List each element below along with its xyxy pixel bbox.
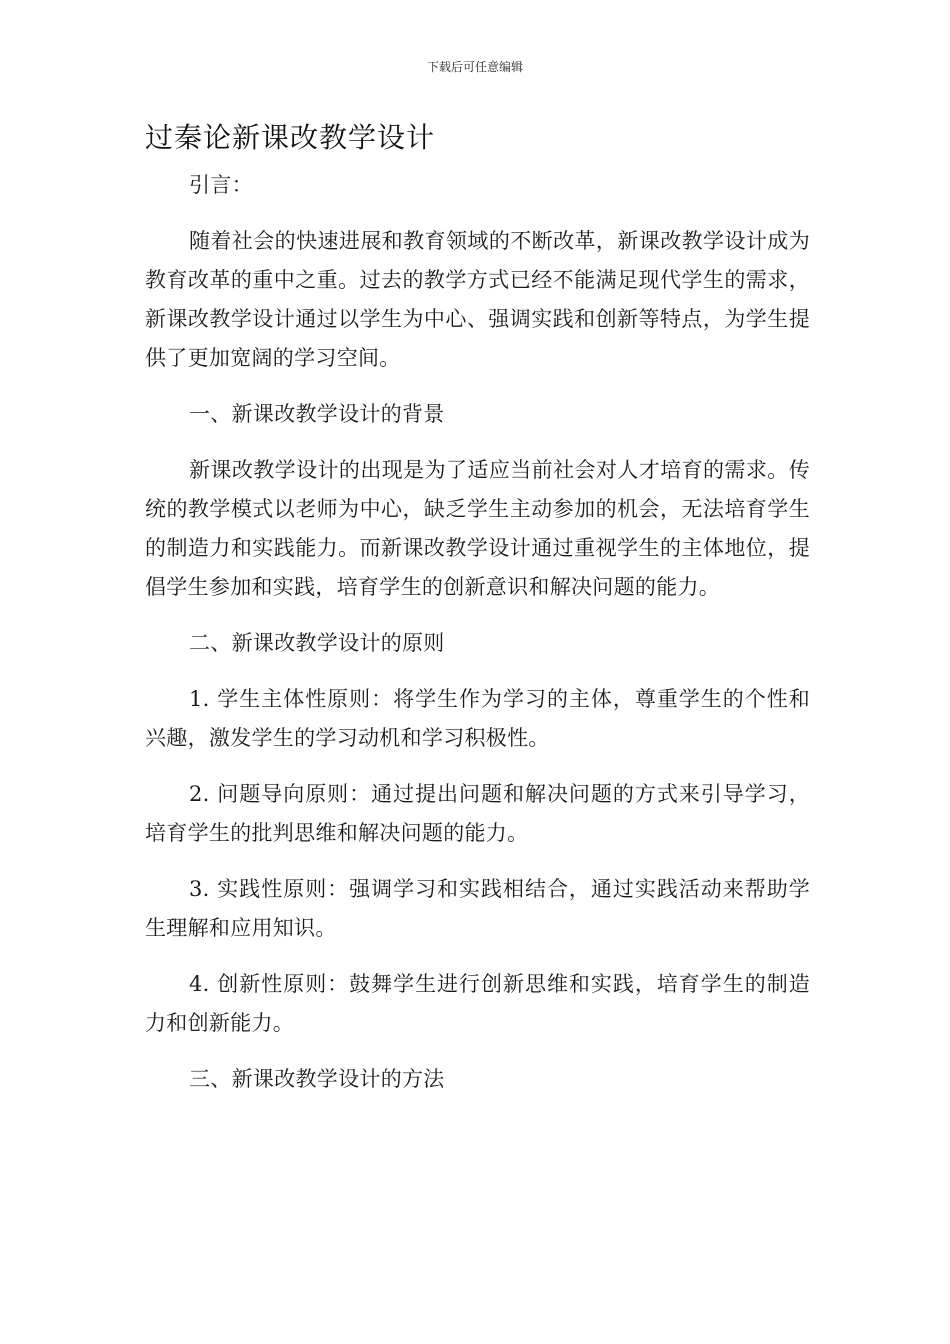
document-title: 过秦论新课改教学设计: [145, 121, 436, 154]
section-heading-background: 一、新课改教学设计的背景: [189, 402, 445, 426]
section-heading-principles: 二、新课改教学设计的原则: [189, 631, 445, 655]
page-header: 下载后可任意编辑: [426, 60, 523, 74]
principle-item-3: 3. 实践性原则：强调学习和实践相结合，通过实践活动来帮助学生理解和应用知识。: [145, 877, 810, 940]
principle-item-2: 2. 问题导向原则：通过提出问题和解决问题的方式来引导学习，培育学生的批判思维和解决问题的能力。: [145, 782, 810, 845]
principle-item-4: 4. 创新性原则：鼓舞学生进行创新思维和实践，培育学生的制造力和创新能力。: [145, 972, 810, 1035]
paragraph-background: 新课改教学设计的出现是为了适应当前社会对人才培育的需求。传统的教学模式以老师为中心，缺乏学生主动参加的机会，无法培育学生的制造力和实践能力。而新课改教学设计通过重视学生的主体地位，提倡学生参加和实践，培育学生的创新意识和解决问题的能力。: [145, 458, 810, 599]
document-body: [145, 166, 810, 1116]
principle-item-1: 1. 学生主体性原则：将学生作为学习的主体，尊重学生的个性和兴趣，激发学生的学习动机和学习积极性。: [145, 687, 810, 750]
paragraph-intro: 随着社会的快速进展和教育领域的不断改革，新课改教学设计成为教育改革的重中之重。过去的教学方式已经不能满足现代学生的需求，新课改教学设计通过以学生为中心、强调实践和创新等特点，为学生提供了更加宽阔的学习空间。: [145, 229, 810, 370]
paragraph-intro-label: 引言：: [189, 173, 253, 197]
section-heading-methods: 三、新课改教学设计的方法: [189, 1067, 445, 1091]
